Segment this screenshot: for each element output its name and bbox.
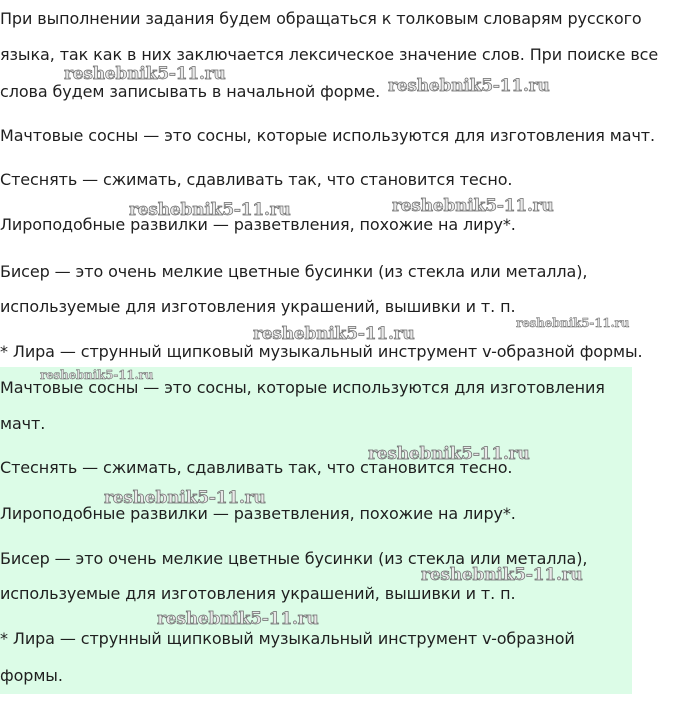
answer-beads-line-1: Бисер — это очень мелкие цветные бусинки (из стекла или металла), — [0, 549, 588, 568]
intro-line-2: языка, так как в них заключается лексическое значение слов. При поиске все — [0, 45, 659, 64]
watermark: reshebnik5-11.ru — [392, 196, 554, 216]
definition-beads-line-1: Бисер — это очень мелкие цветные бусинки (из стекла или металла), — [0, 262, 588, 281]
definition-lyre-forks: Лироподобные развилки — разветвления, похожие на лиру*. — [0, 215, 516, 234]
watermark: reshebnik5-11.ru — [129, 200, 291, 220]
intro-line-1: При выполнении задания будем обращаться к толковым словарям русского — [0, 9, 642, 28]
answer-constrain: Стеснять — сжимать, сдавливать так, что становится тесно. — [0, 458, 513, 477]
watermark: reshebnik5-11.ru — [388, 76, 550, 96]
watermark: reshebnik5-11.ru — [368, 444, 530, 464]
watermark: reshebnik5-11.ru — [40, 368, 154, 382]
watermark: reshebnik5-11.ru — [104, 488, 266, 508]
watermark: reshebnik5-11.ru — [157, 609, 319, 629]
definition-beads-line-2: используемые для изготовления украшений, вышивки и т. п. — [0, 297, 516, 316]
answer-mast-pines-line-2: мачт. — [0, 414, 46, 433]
answer-lyre-forks: Лироподобные развилки — разветвления, похожие на лиру*. — [0, 504, 516, 523]
definition-constrain: Стеснять — сжимать, сдавливать так, что становится тесно. — [0, 170, 513, 189]
watermark: reshebnik5-11.ru — [516, 316, 630, 330]
answer-beads-line-2: используемые для изготовления украшений, вышивки и т. п. — [0, 584, 516, 603]
watermark: reshebnik5-11.ru — [421, 565, 583, 585]
intro-line-3: слова будем записывать в начальной форме. — [0, 82, 381, 101]
definition-lyre-note: * Лира — струнный щипковый музыкальный инструмент v-образной формы. — [0, 342, 643, 361]
definition-mast-pines: Мачтовые сосны — это сосны, которые используются для изготовления мачт. — [0, 126, 656, 145]
answer-lyre-note-line-1: * Лира — струнный щипковый музыкальный инструмент v-образной — [0, 629, 575, 648]
watermark: reshebnik5-11.ru — [64, 64, 226, 84]
answer-lyre-note-line-2: формы. — [0, 666, 63, 685]
answer-mast-pines-line-1: Мачтовые сосны — это сосны, которые используются для изготовления — [0, 378, 605, 397]
watermark: reshebnik5-11.ru — [253, 324, 415, 344]
